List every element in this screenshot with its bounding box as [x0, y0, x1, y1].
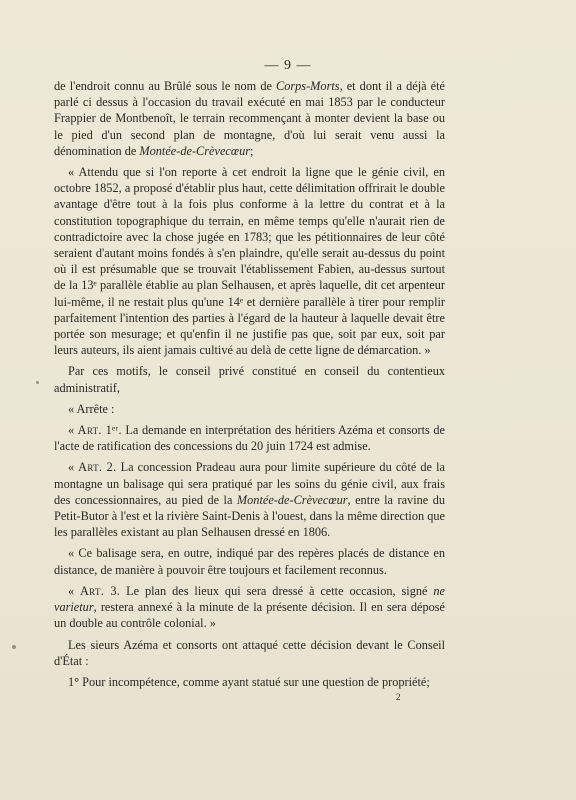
paper-speck: [12, 645, 16, 649]
paragraph: « Attendu que si l'on reporte à cet endroit la ligne que le génie civil, en octobre 1852, a proposé d'établir plus haut, cette délimitation offrirait le double avantage d'être tout à la fois plus conforme à la lettre du contrat et à la constitution topographique du terrain, en même temps qu'elle n'aurait rien de contradictoire avec la chose jugée en 1783; que les pétitionnaires de leur côté seraient d'autant moins fondés à s'en plaindre, qu'elle serait au-dessus du point où il est présumable que se trouvait l'établissement Fabien, au-dessus surtout de la 13ᵉ parallèle établie au plan Selhausen, et après laquelle, dit cet arpenteur lui-même, il ne restait plus qu'une 14ᵉ et dernière parallèle à tirer pour remplir parfaitement l'intention des parties à l'égard de la hauteur à laquelle devait être portée son mesurage; et qu'enfin il ne justifie pas que, soit par eux, soit par leurs auteurs, ils aient jamais cultivé au delà de cette ligne de démarcation. »: [54, 165, 445, 358]
paragraph: [54, 78, 445, 159]
paragraph: « Ce balisage sera, en outre, indiqué par des repères placés de distance en distance, de manière à pouvoir être toujours et facilement reconnus.: [54, 546, 445, 577]
paragraph: Par ces motifs, le conseil privé constitué en conseil du contentieux administratif,: [54, 364, 445, 395]
paragraph: Les sieurs Azéma et consorts ont attaqué cette décision devant le Conseil d'État :: [54, 637, 445, 668]
paper-speck: [36, 381, 39, 384]
text-run: , et dont il a déjà été parlé ci dessus à l'occasion du travail exécuté en mai 1853 par le conducteur Frappier de Montbenoît, le terrain recommençant à monter devient la base ou le pied d'un second plan de montagne, d'où lui serait venu aussi la dénomination de: [54, 79, 445, 158]
text-run: ;: [250, 143, 254, 158]
italic-run: Corps-Morts: [276, 79, 340, 93]
text-run: , entre la ravine du Petit-Butor à l'est et la rivière Saint-Denis à l'ouest, dans la même direction que les parallèles existant au plan Selhausen dressé en 1806.: [54, 492, 445, 540]
text-run: La concession Pradeau aura pour limite supérieure du côté de la montagne un balisage qui sera pratiqué par les soins du génie civil, aux frais des concessionnaires, au pied de la: [54, 460, 445, 507]
paragraph: 1° Pour incompétence, comme ayant statué sur une question de propriété;: [68, 674, 430, 689]
paragraph: [54, 459, 445, 540]
paragraph: « Arrête :: [68, 401, 115, 416]
article-label: « Art. 3.: [68, 583, 121, 598]
text-run: de l'endroit connu au Brûlé sous le nom de: [54, 79, 277, 93]
text-run: La demande en interprétation des héritiers Azéma et consorts de l'acte de ratification des concessions du 20 juin 1724 est admise.: [54, 423, 445, 454]
paragraph: [54, 583, 445, 632]
body-text: [54, 78, 445, 695]
italic-run: Montée-de-Crèvecœur: [139, 143, 251, 158]
italic-run: ne varietur: [54, 583, 445, 615]
page-number: — 9 —: [264, 58, 312, 73]
article-label: « Art. 1ᵉʳ.: [68, 423, 122, 438]
signature-mark: 2: [396, 692, 401, 702]
italic-run: Montée-de-Crèvecœur: [236, 492, 348, 507]
paragraph: [54, 422, 445, 454]
text-run: Le plan des lieux qui sera dressé à cette occasion, signé: [120, 583, 434, 598]
article-label: « Art. 2.: [68, 460, 117, 475]
text-run: , restera annexé à la minute de la présente décision. Il en sera déposé un double au contrôle colonial. »: [54, 600, 445, 631]
